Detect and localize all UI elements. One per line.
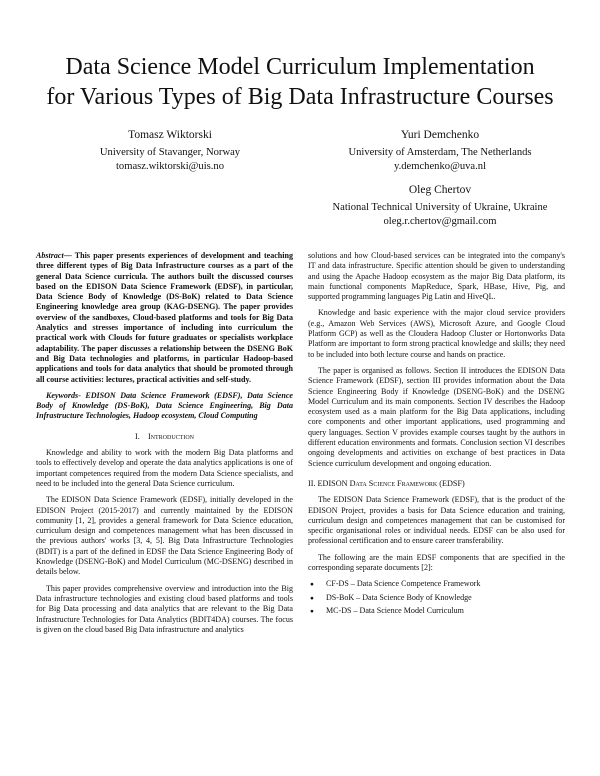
section-title-part: (EDSF)	[437, 478, 465, 488]
author-block-1	[70, 128, 270, 174]
author-block-3	[310, 183, 570, 229]
section-title: Introduction	[147, 431, 195, 441]
abstract	[36, 251, 293, 385]
author-affiliation: National Technical University of Ukraine, Ukraine	[332, 202, 548, 213]
title-line-2: for Various Types of Big Data Infrastructure Courses	[46, 84, 554, 110]
author-name: Tomasz Wiktorski	[128, 129, 212, 141]
list-item: ● MC-DS – Data Science Model Curriculum	[326, 606, 565, 616]
author-email: tomasz.wiktorski@uis.no	[115, 161, 225, 172]
section-heading-2	[308, 479, 565, 489]
paragraph: The EDISON Data Science Framework (EDSF), initially developed in the EDISON Project (2015-2017) and currently maintained by the EDISON community [1, 2], provides a general framework for Data Science education, curriculum design and competences management what has been discussed in the previous authors' works [3, 4, 5]. Big Data Infrastructure Technologies (BDIT) is a part of the defined in EDSF the Data Science Engineering Body of Knowledge (DSENG-BoK) and Model Curriculum (MC-DSENG) described in details below.	[36, 495, 293, 577]
section-number: II.	[308, 478, 316, 488]
author-email: oleg.r.chertov@gmail.com	[383, 216, 497, 227]
paragraph: This paper provides comprehensive overview and introduction into the Big Data infrastructure technologies and existing cloud based platforms and tools for Big Data processing and data analytics that are relevant to the Big Data Infrastructure Technologies for Data Analytics (BDIT4DA) courses. The focus is given on the cloud based Big Data infrastructure and analytics	[36, 583, 293, 634]
list-item: ● CF-DS – Data Science Competence Framework	[326, 579, 565, 589]
right-column	[308, 251, 565, 619]
paragraph: Knowledge and basic experience with the major cloud service providers (e.g., Amazon Web Services (AWS), Microsoft Azure, and Google Cloud Platform GCP) as well as the Cloudera Hadoop Cluster or Hortonworks Data Platform are important to form strong practical knowledge and skills; they need to be included into both lecture course and hands on practice.	[308, 308, 565, 359]
title-line-1: Data Science Model Curriculum Implementation	[65, 54, 535, 80]
paragraph: The following are the main EDSF components that are specified in the corresponding separate documents [2]:	[308, 552, 565, 573]
section-number: I.	[134, 431, 140, 441]
left-column	[36, 251, 293, 641]
author-email: y.demchenko@uva.nl	[393, 161, 487, 172]
abstract-text: — This paper presents experiences of development and teaching three different types of Big Data Infrastructure courses as a part of the general Data Science curricula. The authors built the discussed courses based on the EDISON Data Science Framework (EDSF), in particular, Data Science Body of Knowledge (DS-BoK) related to Data Science Engineering knowledge area group (KAG-DSENG). The paper provides overview of the sandboxes, Cloud-based platforms and tools for Big Data Analytics and stresses importance of including into curriculum the practical work with Clouds for future graduates or specialists workplace adaptability. The paper discusses a relationship between the DSENG BoK and Big Data technologies and platforms, in particular Hadoop-based applications and tools for data analytics that should be promoted through all course activities: lectures, practical activities and self-study.	[36, 251, 293, 384]
component-list	[308, 579, 565, 616]
paragraph: The paper is organised as follows. Section II introduces the EDISON Data Science Framework (EDSF), section III provides information about the Data Science Engineering Body if Knowledge (DSENG-BoK) and the DSENG Model Curriculum and its main components. Section IV describes the Hadoop ecosystem used as a main platform for the Big Data applications, including core components and other important applications, used programming and query languages. Section V provides example courses taught by the authors in different education environments and formats. Conclusion section VI describes ongoing developments and activities on exchange of best practices in Data Science curriculum development and ongoing education.	[308, 365, 565, 468]
list-item: ● DS-BoK – Data Science Body of Knowledge	[326, 593, 565, 603]
author-affiliation: University of Amsterdam, The Netherlands	[348, 147, 532, 158]
section-title-part: EDISON D	[317, 478, 356, 488]
author-name: Oleg Chertov	[408, 184, 472, 196]
author-block-2	[320, 128, 560, 174]
author-name: Yuri Demchenko	[400, 129, 480, 141]
paper-title	[0, 52, 600, 112]
section-heading-1	[36, 432, 293, 442]
abstract-label: Abstract	[36, 251, 64, 260]
paragraph: Knowledge and ability to work with the modern Big Data platforms and tools to effectively develop and operate the data analytics applications is one of important competences required from the modern Data Science specialists, and need to be included into the general Data Science curriculum.	[36, 448, 293, 488]
paragraph: The EDISON Data Science Framework (EDSF), that is the product of the EDISON Project, provides a basis for Data Science education and training, curriculum design and competences management that can be customised for specific organisational roles or individual needs. EDSF can be also used for professional certification and to ensure career transferability.	[308, 495, 565, 546]
author-affiliation: University of Stavanger, Norway	[99, 147, 241, 158]
section-title-part: ata Science Framework	[355, 478, 438, 488]
paragraph: solutions and how Cloud-based services can be integrated into the company's IT and data infrastructure. Specific attention should be given to understanding and using the Apache Hadoop ecosystem as the major Big Data platform, its main functional components MapReduce, Spark, HBase, Hive, Pig, and supported programming languages Pig Latin and HiveQL.	[308, 251, 565, 302]
keywords: Keywords- EDISON Data Science Framework (EDSF), Data Science Body of Knowledge (DS-BoK), Data Science Engineering, Big Data Infrastructure Technologies, Hadoop ecosystem, Cloud Computing	[36, 390, 293, 421]
